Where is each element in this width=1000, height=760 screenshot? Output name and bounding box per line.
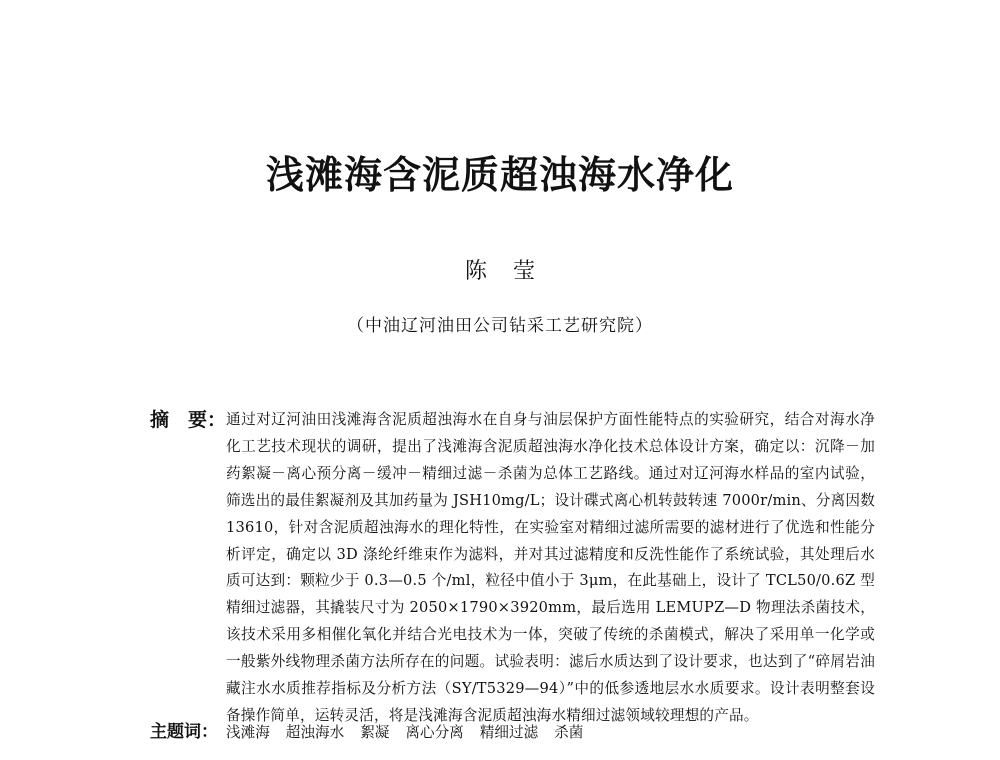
keyword: 絮凝 <box>360 724 390 741</box>
keyword: 杀菌 <box>554 724 584 741</box>
keyword: 精细过滤 <box>479 724 539 741</box>
abstract-label: 摘 要： <box>150 409 227 431</box>
author-name: 陈莹 <box>464 259 561 284</box>
keyword: 离心分离 <box>405 724 464 741</box>
author-affiliation: （中油辽河油田公司钻采工艺研究院） <box>347 316 653 336</box>
keyword: 浅滩海 <box>226 724 270 741</box>
keywords-list <box>226 720 583 746</box>
abstract-section <box>150 407 875 730</box>
paper-title: 浅滩海含泥质超浊海水净化 <box>265 153 734 197</box>
keyword: 超浊海水 <box>285 724 345 741</box>
keywords-label: 主题词： <box>150 722 218 742</box>
keywords-section <box>150 719 875 746</box>
abstract-text: 通过对辽河油田浅滩海含泥质超浊海水在自身与油层保护方面性能特点的实验研究，结合对海水净化工艺技术现状的调研，提出了浅滩海含泥质超浊海水净化技术总体设计方案，确定以：沉降－加药絮凝－离心预分离－缓冲－精细过滤－杀菌为总体工艺路线。通过对辽河海水样品的室内试验，筛选出的最佳絮凝剂及其加药量为 JSH10mg/L；设计碟式离心机转鼓转速 7000r/min、分离因数 13610，针对含泥质超浊海水的理化特性，在实验室对精细过滤所需要的滤材进行了优选和性能分析评定，确定以 3D 涤纶纤维束作为滤料，并对其过滤精度和反洗性能作了系统试验，其处理后水质可达到：颗粒少于 0.3—0.5 个/ml，粒径中值小于 3μm，在此基础上，设计了 TCL50/0.6Z 型精细过滤器，其撬装尺寸为 2050×1790×3920mm，最后选用 LEMUPZ—D 物理法杀菌技术，该技术采用多相催化氧化并结合光电技术为一体，突破了传统的杀菌模式，解决了采用单一化学或一般紫外线物理杀菌方法所存在的问题。试验表明：滤后水质达到了设计要求，也达到了“碎屑岩油藏注水水质推荐指标及分析方法（SY/T5329—94）”中的低参透地层水水质要求。设计表明整套设备操作简单，运转灵活，将是浅滩海含泥质超浊海水精细过滤领域较理想的产品。 <box>226 411 875 724</box>
